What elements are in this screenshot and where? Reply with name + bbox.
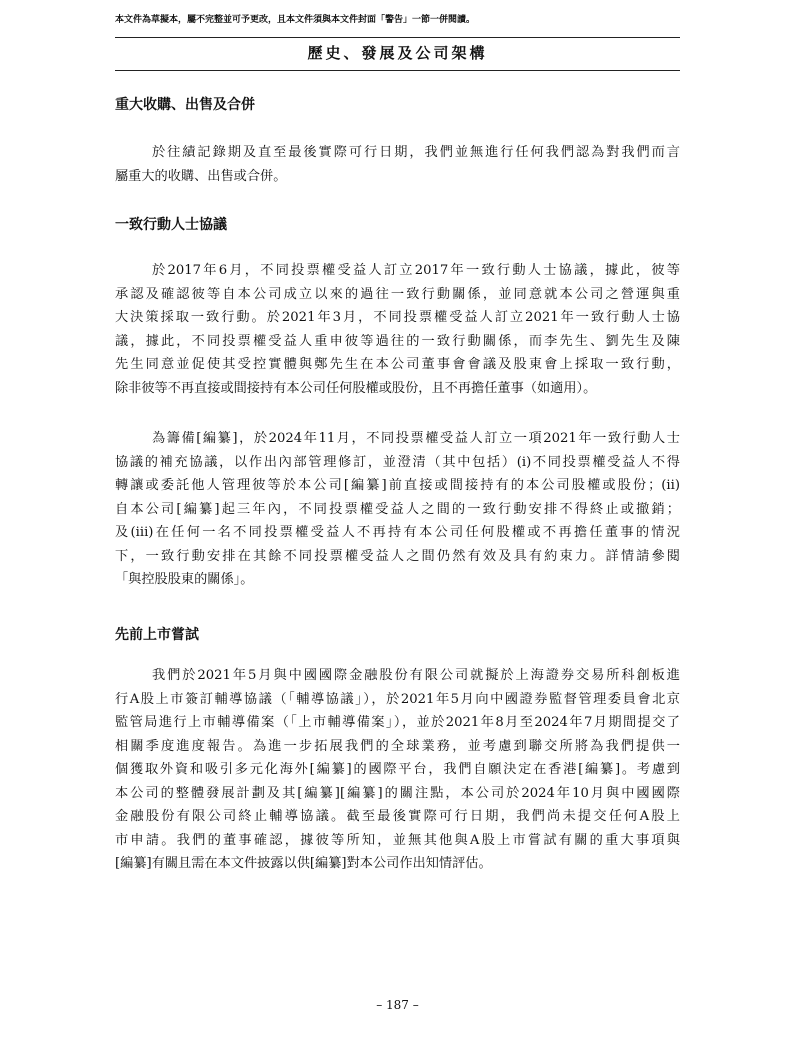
paragraph-line: 「與控股股東的關係」。 [115,572,254,587]
paragraph-line: 承認及確認彼等自本公司成立以來的過往一致行動關係，並同意就本公司之營運與重 [115,286,680,302]
paragraph-line: 除非彼等不再直接或間接持有本公司任何股權或股份，且不再擔任董事（如適用）。 [115,380,597,396]
section-heading: 重大收購、出售及合併 [115,97,255,113]
page-number: – 187 – [376,998,419,1012]
paragraph-line: 議，據此，不同投票權受益人重申彼等過往的一致行動關係，而李先生、劉先生及陳 [115,333,680,349]
paragraph-line: 本公司的整體發展計劃及其[編纂][編纂]的關注點，本公司於2024年10月與中國國際 [115,785,680,801]
header-rule-top [115,37,680,38]
paragraph-line: 轉讓或委託他人管理彼等於本公司[編纂]前直接或間接持有的本公司股權或股份；(ii) [115,478,680,493]
paragraph-line: 為籌備[編纂]，於2024年11月，不同投票權受益人訂立一項2021年一致行動人士 [152,431,680,446]
paragraph-line: 屬重大的收購、出售或合併。 [115,168,287,184]
paragraph-line: 大決策採取一致行動。於2021年3月，不同投票權受益人訂立2021年一致行動人士協 [115,310,680,325]
paragraph-line: 我們於2021年5月與中國國際金融股份有限公司就擬於上海證券交易所科創板進 [152,668,680,683]
section-heading: 先前上市嘗試 [115,627,199,643]
section-heading: 一致行動人士協議 [115,217,227,233]
paragraph [115,259,680,400]
paragraph [115,664,680,876]
paragraph-line: 先生同意並促使其受控實體與鄭先生在本公司董事會會議及股東會上採取一致行動， [115,357,680,372]
paragraph-line: 行A股上市簽訂輔導協議（「輔導協議」），於2021年5月向中國證券監督管理委員會北京 [115,691,680,707]
paragraph-line: 個獲取外資和吸引多元化海外[編纂]的國際平台，我們自願決定在香港[編纂]。考慮到 [115,762,680,777]
paragraph-line: 市申請。我們的董事確認，據彼等所知，並無其他與A股上市嘗試有關的重大事項與 [115,832,680,848]
header-rule-bottom [115,70,680,71]
paragraph-line: 金融股份有限公司終止輔導協議。截至最後實際可行日期，我們尚未提交任何A股上 [115,809,680,824]
paragraph-line: 協議的補充協議，以作出內部管理修訂，並澄清（其中包括）(i)不同投票權受益人不得 [115,454,680,470]
document-page [115,0,680,1058]
paragraph-line: 及(iii)在任何一名不同投票權受益人不再持有本公司任何股權或不再擔任董事的情況 [115,525,680,540]
paragraph-line: 相關季度進度報告。為進一步拓展我們的全球業務，並考慮到聯交所將為我們提供一 [115,738,680,754]
paragraph [115,427,680,592]
paragraph [115,141,680,188]
draft-disclaimer: 本文件為草擬本，屬不完整並可予更改，且本文件須與本文件封面「警告」一節一併閱讀。 [115,15,476,25]
paragraph-line: 於2017年6月，不同投票權受益人訂立2017年一致行動人士協議，據此，彼等 [152,263,680,278]
paragraph-line: 監管局進行上市輔導備案（「上市輔導備案」），並於2021年8月至2024年7月期間提交了 [115,715,680,730]
chapter-title: 歷史、發展及公司架構 [307,44,488,62]
paragraph-line: [編纂]有關且需在本文件披露以供[編纂]對本公司作出知情評估。 [115,856,492,871]
paragraph-line: 自本公司[編纂]起三年內，不同投票權受益人之間的一致行動安排不得終止或撤銷； [115,501,680,517]
paragraph-line: 於往績記錄期及直至最後實際可行日期，我們並無進行任何我們認為對我們而言 [152,145,680,160]
paragraph-line: 下，一致行動安排在其餘不同投票權受益人之間仍然有效及具有約束力。詳情請參閱 [115,548,680,564]
